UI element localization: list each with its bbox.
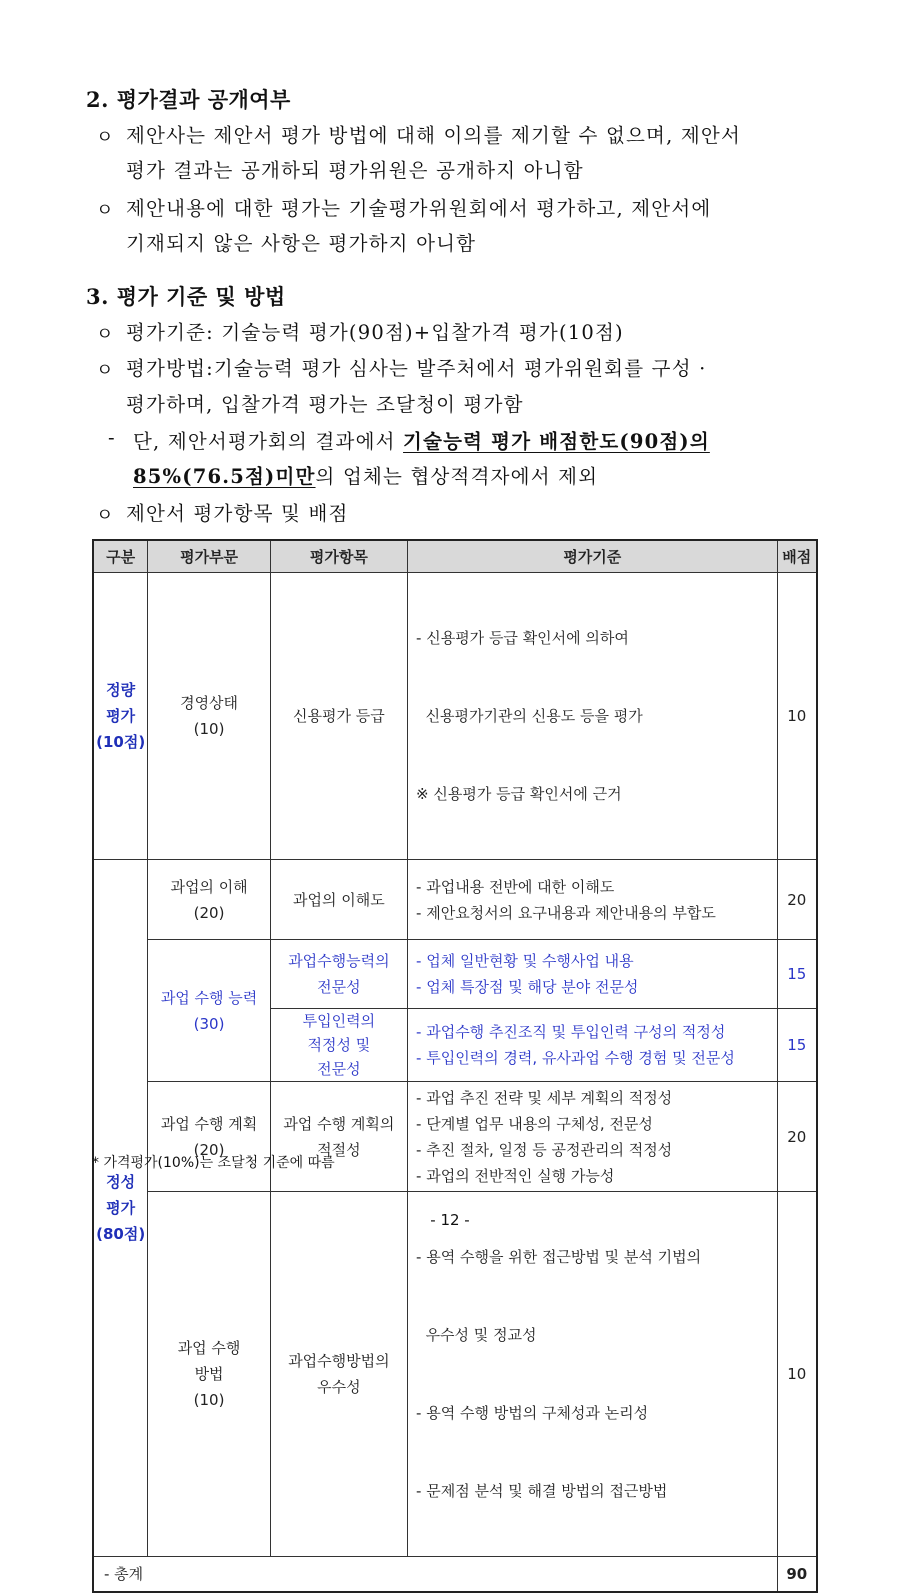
page-number: - 12 - — [430, 1211, 470, 1229]
s3-item2-line1: 평가방법:기술능력 평가 심사는 발주처에서 평가위원회를 구성 · — [126, 357, 707, 380]
criteria-cell — [408, 1192, 778, 1557]
area-cell — [148, 1082, 270, 1192]
score-cell: 20 — [777, 860, 817, 940]
table-header-row — [93, 540, 817, 573]
criteria-cell — [408, 1009, 778, 1082]
cat-text: 평가 — [106, 1199, 136, 1217]
s3-item3: 제안서 평가항목 및 배점 — [126, 502, 349, 525]
area-text: 경영상태 — [180, 694, 239, 712]
table-row — [93, 940, 817, 1009]
criteria-cell — [408, 940, 778, 1009]
bullet: ㅇ — [96, 505, 114, 526]
category-qualitative — [93, 860, 148, 1557]
total-label: - 총계 — [93, 1557, 777, 1593]
item-text: 과업수행능력의 — [288, 952, 390, 970]
s3-dash-line1 — [133, 426, 710, 454]
item-text: 과업 수행 계획의 — [283, 1114, 395, 1133]
table-row — [93, 573, 817, 860]
section-2-heading: 2. 평가결과 공개여부 — [86, 87, 291, 112]
criteria-line: - 과업내용 전반에 대한 이해도 — [416, 877, 615, 896]
criteria-line: 우수성 및 정교성 — [416, 1326, 537, 1344]
bullet: ㅇ — [96, 360, 114, 381]
s2-item1-line2: 평가 결과는 공개하되 평가위원은 공개하지 아니함 — [126, 159, 584, 182]
area-text: (10) — [193, 1391, 225, 1409]
footnote: * 가격평가(10%)는 조달청 기준에 따름 — [92, 1155, 335, 1171]
header-score: 배점 — [777, 540, 817, 573]
area-text: (10) — [193, 720, 225, 738]
criteria-line: - 단계별 업무 내용의 구체성, 전문성 — [416, 1114, 653, 1133]
item-cell: 과업의 이해도 — [270, 860, 407, 940]
criteria-line: ※ 신용평가 등급 확인서에 근거 — [416, 785, 622, 803]
bullet: ㅇ — [96, 200, 114, 221]
table-row — [93, 860, 817, 940]
score-cell: 10 — [777, 573, 817, 860]
header-item: 평가항목 — [270, 540, 407, 573]
area-cell — [148, 860, 270, 940]
item-text: 과업수행방법의 — [288, 1352, 390, 1370]
area-text: 과업 수행 — [177, 1339, 241, 1357]
area-text: 방법 — [194, 1365, 224, 1383]
header-area: 평가부문 — [148, 540, 270, 573]
evaluation-table — [92, 539, 818, 1593]
score-cell: 20 — [777, 1082, 817, 1192]
criteria-cell — [408, 1082, 778, 1192]
item-cell: 신용평가 등급 — [270, 573, 407, 860]
s3-item1: 평가기준: 기술능력 평가(90점)+입찰가격 평가(10점) — [126, 321, 624, 344]
area-text: (20) — [193, 903, 225, 922]
dash-marker: - — [108, 426, 116, 449]
area-text: 과업의 이해 — [170, 877, 248, 896]
item-text: 전문성 — [317, 1060, 361, 1078]
score-cell: 15 — [777, 1009, 817, 1082]
area-cell — [148, 940, 270, 1082]
item-text: 전문성 — [317, 978, 361, 996]
cat-text: (80점) — [96, 1225, 146, 1243]
item-cell — [270, 1082, 407, 1192]
criteria-line: - 업체 일반현황 및 수행사업 내용 — [416, 952, 634, 970]
criteria-cell — [408, 860, 778, 940]
s3-item2-line2: 평가하며, 입찰가격 평가는 조달청이 평가함 — [126, 393, 524, 416]
s2-item1-line1: 제안사는 제안서 평가 방법에 대해 이의를 제기할 수 없으며, 제안서 — [126, 124, 741, 147]
underlined-limit: 기술능력 평가 배점한도(90점)의 — [403, 430, 710, 453]
header-criteria: 평가기준 — [408, 540, 778, 573]
area-cell — [148, 1192, 270, 1557]
cat-text: (10점) — [96, 733, 146, 751]
s2-item2-line2: 기재되지 않은 사항은 평가하지 아니함 — [126, 232, 477, 255]
cat-text: 평가 — [106, 707, 136, 725]
dash-text: 단, 제안서평가회의 결과에서 — [133, 430, 404, 453]
table-row — [93, 1192, 817, 1557]
total-score: 90 — [777, 1557, 817, 1593]
item-cell — [270, 1192, 407, 1557]
table-row — [93, 1082, 817, 1192]
category-quantitative — [93, 573, 148, 860]
item-text: 우수성 — [317, 1378, 361, 1396]
s2-item2-line1: 제안내용에 대한 평가는 기술평가위원회에서 평가하고, 제안서에 — [126, 197, 712, 220]
dash-text-end: 의 업체는 협상적격자에서 제외 — [315, 465, 599, 488]
item-cell — [270, 940, 407, 1009]
bullet: ㅇ — [96, 324, 114, 345]
total-row — [93, 1557, 817, 1593]
underlined-threshold: 85%(76.5점)미만 — [133, 465, 316, 488]
section-3-heading: 3. 평가 기준 및 방법 — [86, 284, 286, 309]
area-text: (30) — [193, 1014, 225, 1033]
item-cell — [270, 1009, 407, 1082]
criteria-line: - 투입인력의 경력, 유사과업 수행 경험 및 전문성 — [416, 1049, 735, 1067]
criteria-line: - 용역 수행을 위한 접근방법 및 분석 기법의 — [416, 1248, 702, 1266]
criteria-cell — [408, 573, 778, 860]
area-text: 과업 수행 능력 — [160, 988, 258, 1007]
score-cell: 15 — [777, 940, 817, 1009]
criteria-line: - 신용평가 등급 확인서에 의하여 — [416, 629, 629, 647]
item-text: 투입인력의 — [302, 1012, 376, 1030]
area-text: 과업 수행 계획 — [160, 1114, 258, 1133]
criteria-line: - 추진 절차, 일정 등 공정관리의 적정성 — [416, 1140, 673, 1159]
criteria-line: - 과업 추진 전략 및 세부 계획의 적정성 — [416, 1088, 673, 1107]
area-text: (20) — [193, 1140, 225, 1159]
criteria-line: - 제안요청서의 요구내용과 제안내용의 부합도 — [416, 903, 716, 922]
criteria-line: - 문제점 분석 및 해결 방법의 접근방법 — [416, 1482, 668, 1500]
item-text: 적정성 및 — [307, 1036, 371, 1054]
cat-text: 정성 — [106, 1173, 136, 1191]
criteria-line: 신용평가기관의 신용도 등을 평가 — [416, 707, 643, 725]
header-category: 구분 — [93, 540, 148, 573]
s3-dash-line2 — [133, 461, 598, 489]
bullet: ㅇ — [96, 127, 114, 148]
area-cell — [148, 573, 270, 860]
item-text: 적절성 — [317, 1140, 361, 1159]
criteria-line: - 과업의 전반적인 실행 가능성 — [416, 1166, 615, 1185]
cat-text: 정량 — [106, 681, 136, 699]
criteria-line: - 업체 특장점 및 해당 분야 전문성 — [416, 978, 639, 996]
score-cell: 10 — [777, 1192, 817, 1557]
criteria-line: - 과업수행 추진조직 및 투입인력 구성의 적정성 — [416, 1023, 726, 1041]
criteria-line: - 용역 수행 방법의 구체성과 논리성 — [416, 1404, 649, 1422]
